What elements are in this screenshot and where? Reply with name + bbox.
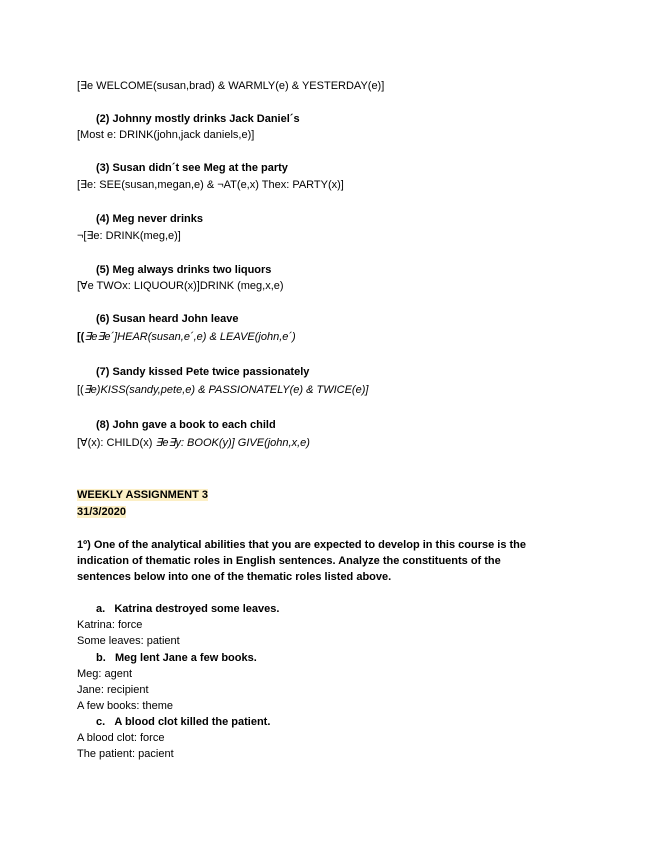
formula-8	[77, 436, 310, 450]
role-line: Some leaves: patient	[77, 635, 180, 647]
formula-5: [∀e TWOx: LIQUOUR(x)]DRINK (meg,x,e)	[77, 280, 284, 292]
formula-2: [Most e: DRINK(john,jack daniels,e)]	[77, 129, 255, 141]
example-heading-2: (2) Johnny mostly drinks Jack Daniel´s	[96, 113, 300, 125]
question-line-1: 1º) One of the analytical abilities that you are expected to develop in this course is the	[77, 539, 527, 551]
sentence-b-label: b.	[96, 652, 106, 664]
sentence-b-text: Meg lent Jane a few books.	[114, 652, 257, 664]
sentence-a-text: Katrina destroyed some leaves.	[114, 603, 280, 615]
formula-6-body: ∃e∃e´]HEAR(susan,e´,e) & LEAVE(john,e´)	[84, 331, 296, 343]
example-heading-8: (8) John gave a book to each child	[96, 419, 276, 431]
example-heading-4: (4) Meg never drinks	[96, 213, 203, 225]
role-line: Meg: agent	[77, 668, 133, 680]
assignment-title	[77, 488, 208, 502]
assignment-date	[77, 505, 126, 519]
sentence-b	[96, 651, 257, 665]
sentence-a	[96, 602, 279, 616]
assignment-title-text: WEEKLY ASSIGNMENT 3	[77, 489, 209, 501]
sentence-a-label: a.	[96, 603, 106, 615]
example-heading-6: (6) Susan heard John leave	[96, 313, 239, 325]
formula-4: ¬[∃e: DRINK(meg,e)]	[77, 230, 181, 242]
formula-1: [∃e WELCOME(susan,brad) & WARMLY(e) & YESTERDAY(e)]	[77, 80, 385, 92]
formula-6	[77, 330, 296, 344]
question-line-2: indication of thematic roles in English sentences. Analyze the constituents of the	[77, 555, 501, 567]
sentence-c	[96, 715, 270, 729]
assignment-date-text: 31/3/2020	[77, 506, 126, 518]
sentence-c-text: A blood clot killed the patient.	[114, 716, 271, 728]
formula-8-prefix: [∀(x): CHILD(x)	[77, 437, 156, 449]
formula-7-body: ∃e)KISS(sandy,pete,e) & PASSIONATELY(e) & TWICE(e)]	[83, 384, 369, 396]
role-line: A blood clot: force	[77, 732, 165, 744]
formula-7	[77, 383, 368, 397]
sentence-c-label: c.	[96, 716, 106, 728]
role-line: A few books: theme	[77, 700, 173, 712]
formula-3: [∃e: SEE(susan,megan,e) & ¬AT(e,x) Thex: PARTY(x)]	[77, 179, 344, 191]
example-heading-7: (7) Sandy kissed Pete twice passionately	[96, 366, 310, 378]
example-heading-5: (5) Meg always drinks two liquors	[96, 264, 272, 276]
role-line: The patient: pacient	[77, 748, 174, 760]
role-line: Jane: recipient	[77, 684, 149, 696]
formula-7-prefix: [(	[77, 384, 84, 396]
example-heading-3: (3) Susan didn´t see Meg at the party	[96, 162, 288, 174]
question-line-3: sentences below into one of the thematic roles listed above.	[77, 571, 392, 583]
role-line: Katrina: force	[77, 619, 143, 631]
formula-8-body: ∃e∃y: BOOK(y)] GIVE(john,x,e)	[155, 437, 310, 449]
formula-6-prefix: [(	[77, 331, 85, 343]
